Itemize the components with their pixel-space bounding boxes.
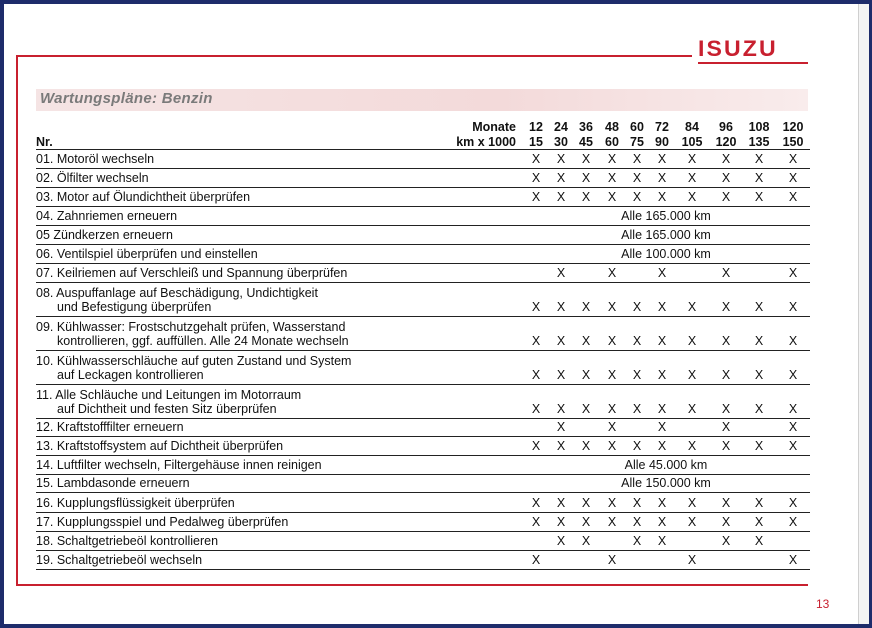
task-label-line: 08. Auspuffanlage auf Beschädigung, Undichtigkeit	[36, 286, 318, 300]
check-mark: X	[657, 439, 667, 453]
months-8: 108	[748, 120, 770, 134]
check-mark: X	[556, 368, 566, 382]
km-6: 105	[681, 135, 703, 149]
km-1: 30	[554, 135, 568, 149]
check-mark: X	[607, 368, 617, 382]
check-mark: X	[556, 300, 566, 314]
check-mark: X	[531, 300, 541, 314]
check-mark: X	[607, 553, 617, 567]
check-mark: X	[632, 152, 642, 166]
task-label-line: auf Leckagen kontrollieren	[57, 368, 204, 382]
check-mark: X	[687, 402, 697, 416]
check-mark: X	[581, 515, 591, 529]
check-mark: X	[556, 420, 566, 434]
check-mark: X	[657, 496, 667, 510]
check-mark: X	[607, 171, 617, 185]
km-9: 150	[782, 135, 804, 149]
check-mark: X	[721, 534, 731, 548]
check-mark: X	[607, 439, 617, 453]
check-mark: X	[607, 515, 617, 529]
check-mark: X	[556, 534, 566, 548]
table-row	[36, 419, 810, 437]
table-row	[36, 283, 810, 317]
check-mark: X	[687, 190, 697, 204]
check-mark: X	[754, 439, 764, 453]
check-mark: X	[788, 402, 798, 416]
check-mark: X	[531, 334, 541, 348]
months-7: 96	[719, 120, 733, 134]
task-label	[36, 420, 184, 434]
task-label-line: und Befestigung überprüfen	[57, 300, 212, 314]
check-mark: X	[754, 171, 764, 185]
table-row	[36, 150, 810, 169]
km-3: 60	[605, 135, 619, 149]
table-row	[36, 351, 810, 385]
task-label	[36, 354, 351, 382]
check-mark: X	[556, 152, 566, 166]
check-mark: X	[556, 334, 566, 348]
check-mark: X	[754, 334, 764, 348]
check-mark: X	[721, 496, 731, 510]
km-4: 75	[630, 135, 644, 149]
check-mark: X	[531, 402, 541, 416]
km-8: 135	[748, 135, 770, 149]
check-mark: X	[721, 171, 731, 185]
check-mark: X	[687, 300, 697, 314]
check-mark: X	[632, 496, 642, 510]
interval-note: Alle 150.000 km	[621, 476, 711, 490]
check-mark: X	[788, 171, 798, 185]
task-label	[36, 553, 202, 567]
check-mark: X	[556, 266, 566, 280]
task-label	[36, 439, 283, 453]
task-label-line: 04. Zahnriemen erneuern	[36, 209, 178, 223]
check-mark: X	[754, 402, 764, 416]
table-row	[36, 513, 810, 532]
task-label	[36, 476, 190, 490]
check-mark: X	[632, 515, 642, 529]
check-mark: X	[721, 334, 731, 348]
check-mark: X	[556, 402, 566, 416]
task-label	[36, 266, 347, 280]
check-mark: X	[788, 190, 798, 204]
check-mark: X	[687, 152, 697, 166]
task-label-line: 02. Ölfilter wechseln	[36, 171, 149, 185]
check-mark: X	[721, 190, 731, 204]
task-label-line: kontrollieren, ggf. auffüllen. Alle 24 Monate wechseln	[57, 334, 349, 348]
check-mark: X	[581, 534, 591, 548]
check-mark: X	[657, 300, 667, 314]
check-mark: X	[788, 439, 798, 453]
check-mark: X	[754, 534, 764, 548]
check-mark: X	[687, 171, 697, 185]
check-mark: X	[721, 152, 731, 166]
check-mark: X	[607, 496, 617, 510]
check-mark: X	[581, 402, 591, 416]
interval-note: Alle 165.000 km	[621, 209, 711, 223]
km-header: km x 1000	[456, 135, 516, 149]
interval-note: Alle 100.000 km	[621, 247, 711, 261]
task-label	[36, 228, 173, 242]
check-mark: X	[788, 266, 798, 280]
check-mark: X	[657, 402, 667, 416]
check-mark: X	[754, 515, 764, 529]
check-mark: X	[531, 152, 541, 166]
check-mark: X	[607, 300, 617, 314]
check-mark: X	[657, 515, 667, 529]
task-label	[36, 247, 258, 261]
months-5: 72	[655, 120, 669, 134]
table-row	[36, 551, 810, 570]
task-label-line: 18. Schaltgetriebeöl kontrollieren	[36, 534, 219, 548]
table-row	[36, 456, 810, 475]
check-mark: X	[632, 368, 642, 382]
check-mark: X	[657, 152, 667, 166]
check-mark: X	[721, 439, 731, 453]
check-mark: X	[632, 171, 642, 185]
table-row	[36, 475, 810, 493]
page-number: 13	[816, 597, 830, 611]
check-mark: X	[556, 496, 566, 510]
task-label-line: 03. Motor auf Ölundichtheit überprüfen	[36, 190, 251, 204]
check-mark: X	[581, 496, 591, 510]
check-mark: X	[788, 420, 798, 434]
check-mark: X	[788, 300, 798, 314]
table-row	[36, 437, 810, 456]
task-label-line: 14. Luftfilter wechseln, Filtergehäuse innen reinigen	[36, 458, 322, 472]
months-3: 48	[605, 120, 619, 134]
task-label	[36, 209, 177, 223]
check-mark: X	[721, 402, 731, 416]
task-label	[36, 534, 218, 548]
table-row	[36, 169, 810, 188]
km-7: 120	[715, 135, 737, 149]
check-mark: X	[581, 368, 591, 382]
months-1: 24	[554, 120, 568, 134]
task-label	[36, 190, 250, 204]
check-mark: X	[687, 439, 697, 453]
task-label	[36, 171, 149, 185]
table-row	[36, 385, 810, 419]
months-0: 12	[529, 120, 543, 134]
interval-note: Alle 165.000 km	[621, 228, 711, 242]
check-mark: X	[788, 553, 798, 567]
check-mark: X	[788, 152, 798, 166]
km-5: 90	[655, 135, 669, 149]
check-mark: X	[632, 300, 642, 314]
check-mark: X	[632, 190, 642, 204]
check-mark: X	[754, 300, 764, 314]
check-mark: X	[531, 368, 541, 382]
check-mark: X	[556, 190, 566, 204]
check-mark: X	[754, 152, 764, 166]
check-mark: X	[632, 334, 642, 348]
task-label-line: 19. Schaltgetriebeöl wechseln	[36, 553, 203, 567]
check-mark: X	[581, 152, 591, 166]
check-mark: X	[754, 496, 764, 510]
task-label	[36, 496, 235, 510]
check-mark: X	[687, 334, 697, 348]
isuzu-logo: ISUZU	[698, 36, 778, 61]
check-mark: X	[531, 171, 541, 185]
check-mark: X	[788, 334, 798, 348]
check-mark: X	[754, 368, 764, 382]
nr-header: Nr.	[36, 135, 53, 149]
check-mark: X	[632, 402, 642, 416]
km-2: 45	[579, 135, 593, 149]
check-mark: X	[657, 534, 667, 548]
check-mark: X	[607, 266, 617, 280]
task-label-line: 09. Kühlwasser: Frostschutzgehalt prüfen, Wasserstand	[36, 320, 346, 334]
check-mark: X	[581, 190, 591, 204]
check-mark: X	[721, 515, 731, 529]
check-mark: X	[657, 368, 667, 382]
check-mark: X	[657, 171, 667, 185]
check-mark: X	[788, 496, 798, 510]
logo-underline	[698, 62, 808, 64]
check-mark: X	[531, 190, 541, 204]
check-mark: X	[556, 439, 566, 453]
table-row	[36, 317, 810, 351]
check-mark: X	[721, 300, 731, 314]
task-label-line: 10. Kühlwasserschläuche auf guten Zustand und System	[36, 354, 352, 368]
table-row	[36, 264, 810, 283]
check-mark: X	[657, 420, 667, 434]
check-mark: X	[556, 515, 566, 529]
task-label-line: 13. Kraftstoffsystem auf Dichtheit überprüfen	[36, 439, 284, 453]
task-label-line: 15. Lambdasonde erneuern	[36, 476, 190, 490]
months-4: 60	[630, 120, 644, 134]
check-mark: X	[607, 334, 617, 348]
task-label-line: 07. Keilriemen auf Verschleiß und Spannung überprüfen	[36, 266, 348, 280]
months-header: Monate	[472, 120, 516, 134]
task-label	[36, 152, 154, 166]
check-mark: X	[531, 553, 541, 567]
check-mark: X	[607, 420, 617, 434]
check-mark: X	[581, 300, 591, 314]
check-mark: X	[531, 496, 541, 510]
check-mark: X	[581, 334, 591, 348]
check-mark: X	[788, 515, 798, 529]
check-mark: X	[657, 334, 667, 348]
check-mark: X	[581, 171, 591, 185]
table-row	[36, 188, 810, 207]
check-mark: X	[607, 152, 617, 166]
check-mark: X	[687, 553, 697, 567]
task-label	[36, 286, 318, 314]
check-mark: X	[687, 496, 697, 510]
months-6: 84	[685, 120, 699, 134]
task-label	[36, 515, 288, 529]
task-label-line: 11. Alle Schläuche und Leitungen im Motorraum	[36, 388, 302, 402]
table-row	[36, 245, 810, 264]
check-mark: X	[632, 534, 642, 548]
table-row	[36, 493, 810, 513]
check-mark: X	[657, 266, 667, 280]
task-label-line: 06. Ventilspiel überprüfen und einstellen	[36, 247, 258, 261]
check-mark: X	[687, 515, 697, 529]
check-mark: X	[721, 368, 731, 382]
check-mark: X	[632, 439, 642, 453]
months-9: 120	[782, 120, 804, 134]
task-label-line: 17. Kupplungsspiel und Pedalweg überprüfen	[36, 515, 289, 529]
table-row	[36, 207, 810, 226]
task-label	[36, 388, 301, 416]
check-mark: X	[721, 420, 731, 434]
task-label-line: 16. Kupplungsflüssigkeit überprüfen	[36, 496, 235, 510]
task-label-line: auf Dichtheit und festen Sitz überprüfen	[57, 402, 277, 416]
page-title: Wartungspläne: Benzin	[40, 90, 213, 107]
table-row	[36, 532, 810, 551]
km-0: 15	[529, 135, 543, 149]
task-label-line: 05 Zündkerzen erneuern	[36, 228, 173, 242]
months-2: 36	[579, 120, 593, 134]
check-mark: X	[788, 368, 798, 382]
interval-note: Alle 45.000 km	[624, 458, 708, 472]
table-row	[36, 226, 810, 245]
task-label-line: 01. Motoröl wechseln	[36, 152, 155, 166]
check-mark: X	[721, 266, 731, 280]
check-mark: X	[531, 439, 541, 453]
page-edge	[858, 4, 869, 624]
check-mark: X	[687, 368, 697, 382]
task-label	[36, 458, 322, 472]
check-mark: X	[657, 190, 667, 204]
task-label-line: 12. Kraftstofffilter erneuern	[36, 420, 184, 434]
task-label	[36, 320, 349, 348]
check-mark: X	[754, 190, 764, 204]
check-mark: X	[556, 171, 566, 185]
check-mark: X	[531, 515, 541, 529]
check-mark: X	[607, 402, 617, 416]
check-mark: X	[607, 190, 617, 204]
check-mark: X	[581, 439, 591, 453]
header-divider	[36, 149, 810, 150]
